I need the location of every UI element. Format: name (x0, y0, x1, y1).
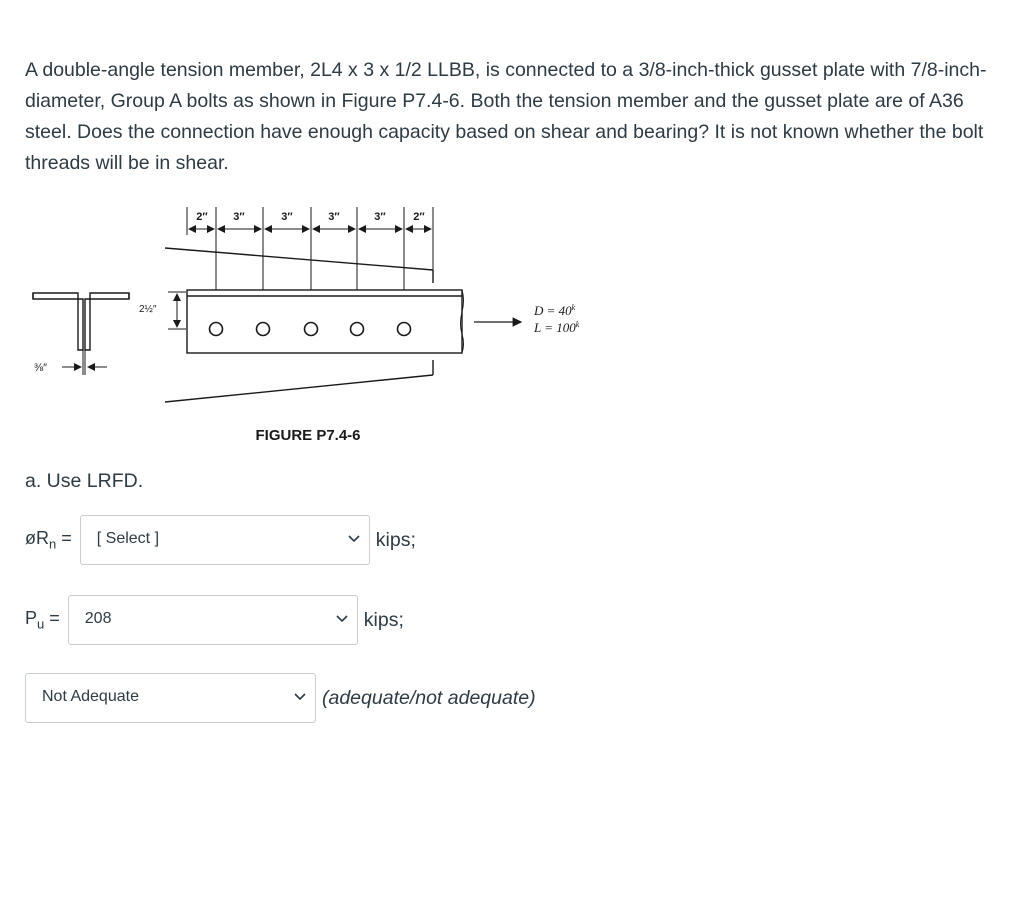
problem-statement: A double-angle tension member, 2L4 x 3 x 1/2 LLBB, is connected to a 3/8-inch-thick gusset plate with 7/8-inch-diameter, Group A bolts as shown in Figure P7.4-6. Both the tension member and the gusset plate are of A36 steel. Does the connection have enough capacity based on shear and bearing? It is not known whether the bolt threads will be in shear. (25, 59, 987, 174)
spacing-label-1: 2″ (196, 211, 208, 223)
figure-p7-4-6 (0, 195, 1024, 455)
part-a-label: a. Use LRFD. (25, 470, 144, 492)
pu-label: $P_u$ = (25, 608, 60, 632)
phi-rn-unit: kips; (375, 528, 416, 551)
dead-load-label: $D = 40^k$ (534, 303, 576, 318)
plate-thickness-label: ⅜″ (34, 362, 48, 374)
chevron-down-icon (335, 611, 349, 625)
gage-dimension (168, 292, 186, 329)
pu-row (25, 595, 404, 645)
phi-rn-select[interactable] (80, 515, 370, 565)
phi-rn-row (25, 515, 416, 565)
spacing-label-4: 3″ (328, 211, 340, 223)
angle-member (187, 290, 464, 353)
pu-select[interactable] (68, 595, 358, 645)
spacing-label-6: 2″ (413, 211, 425, 223)
adequacy-row (25, 673, 536, 723)
spacing-label-3: 3″ (281, 211, 293, 223)
spacing-label-2: 3″ (233, 211, 245, 223)
spacing-label-5: 3″ (374, 211, 386, 223)
adequacy-select-value: Not Adequate (42, 688, 139, 705)
gusset-thickness-dimension (62, 345, 107, 375)
adequacy-select[interactable] (25, 673, 316, 723)
chevron-down-icon (347, 531, 361, 545)
pu-select-value: 208 (84, 610, 112, 627)
adequacy-hint: (adequate/not adequate) (322, 686, 536, 709)
figure-caption: FIGURE P7.4-6 (255, 427, 361, 444)
pu-unit: kips; (363, 608, 404, 631)
phi-rn-label: $øR_n$ = (25, 528, 72, 552)
phi-rn-select-value: [ Select ] (96, 530, 160, 547)
chevron-down-icon (293, 689, 307, 703)
gage-label: 2½″ (139, 304, 157, 315)
double-angle-section (33, 293, 129, 350)
live-load-label: $L = 100^k$ (534, 320, 580, 335)
